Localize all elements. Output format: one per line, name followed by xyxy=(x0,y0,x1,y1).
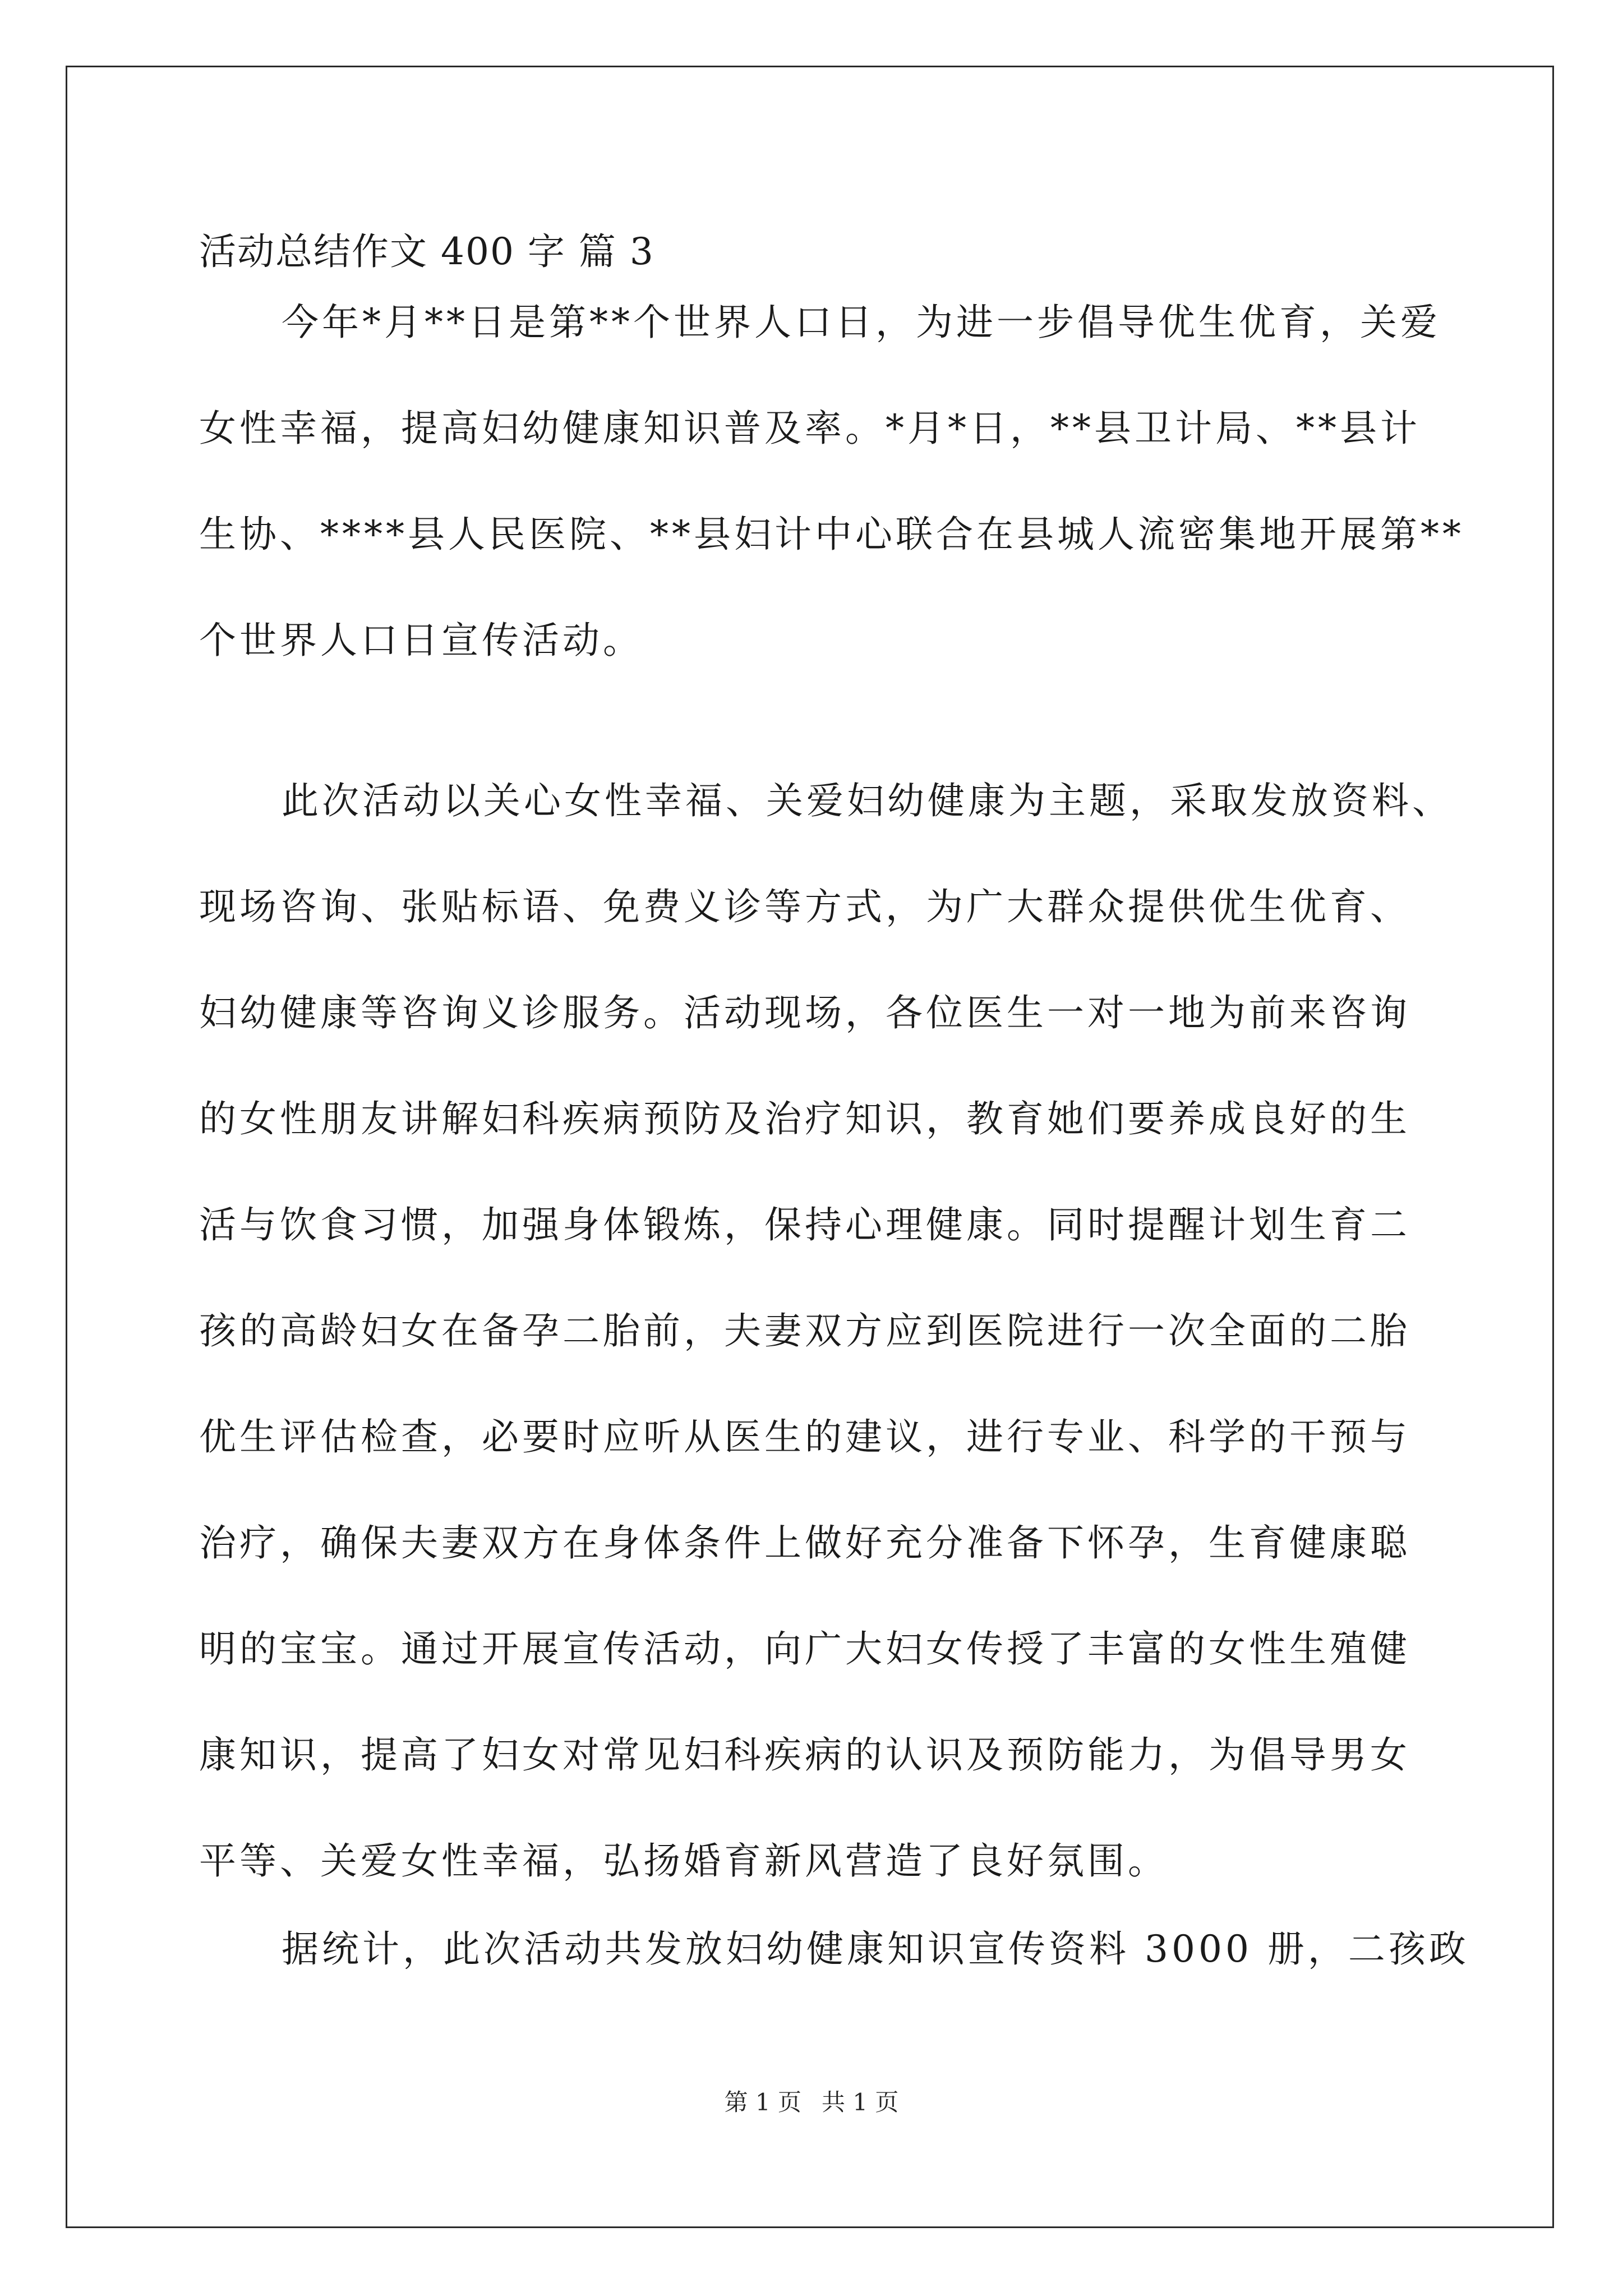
paragraph-line: 据统计，此次活动共发放妇幼健康知识宣传资料 3000 册，二孩政 xyxy=(282,1927,1469,1971)
paragraph-line: 现场咨询、张贴标语、免费义诊等方式，为广大群众提供优生优育、 xyxy=(199,885,1410,928)
paragraph-line: 个世界人口日宣传活动。 xyxy=(199,619,643,662)
paragraph-line: 今年*月**日是第**个世界人口日，为进一步倡导优生优育，关爱 xyxy=(282,301,1441,344)
paragraph-line: 妇幼健康等咨询义诊服务。活动现场，各位医生一对一地为前来咨询 xyxy=(199,991,1410,1034)
paragraph-line: 女性幸福，提高妇幼健康知识普及率。*月*日，**县卫计局、**县计 xyxy=(199,407,1421,450)
page-number-current: 第 1 页 xyxy=(724,2088,801,2116)
paragraph-line: 此次活动以关心女性幸福、关爱妇幼健康为主题，采取发放资料、 xyxy=(282,779,1453,822)
page-number-total: 共 1 页 xyxy=(822,2088,899,2116)
paragraph-line: 明的宝宝。通过开展宣传活动，向广大妇女传授了丰富的女性生殖健 xyxy=(199,1627,1410,1671)
paragraph-line: 活与饮食习惯，加强身体锻炼，保持心理健康。同时提醒计划生育二 xyxy=(199,1203,1410,1246)
paragraph-line: 生协、****县人民医院、**县妇计中心联合在县城人流密集地开展第** xyxy=(199,513,1464,556)
paragraph-line: 康知识，提高了妇女对常见妇科疾病的认识及预防能力，为倡导男女 xyxy=(199,1733,1410,1777)
paragraph-2 xyxy=(199,748,1453,1914)
paragraph-1 xyxy=(199,269,1464,693)
paragraph-3 xyxy=(199,1896,1469,2002)
paragraph-line: 平等、关爱女性幸福，弘扬婚育新风营造了良好氛围。 xyxy=(199,1839,1168,1883)
document-title: 活动总结作文 400 字 篇 3 xyxy=(199,230,654,273)
paragraph-line: 孩的高龄妇女在备孕二胎前，夫妻双方应到医院进行一次全面的二胎 xyxy=(199,1309,1410,1352)
paragraph-line: 的女性朋友讲解妇科疾病预防及治疗知识，教育她们要养成良好的生 xyxy=(199,1097,1410,1140)
page-footer xyxy=(0,2086,1623,2119)
paragraph-line: 治疗，确保夫妻双方在身体条件上做好充分准备下怀孕，生育健康聪 xyxy=(199,1521,1410,1565)
paragraph-line: 优生评估检查，必要时应听从医生的建议，进行专业、科学的干预与 xyxy=(199,1415,1410,1458)
